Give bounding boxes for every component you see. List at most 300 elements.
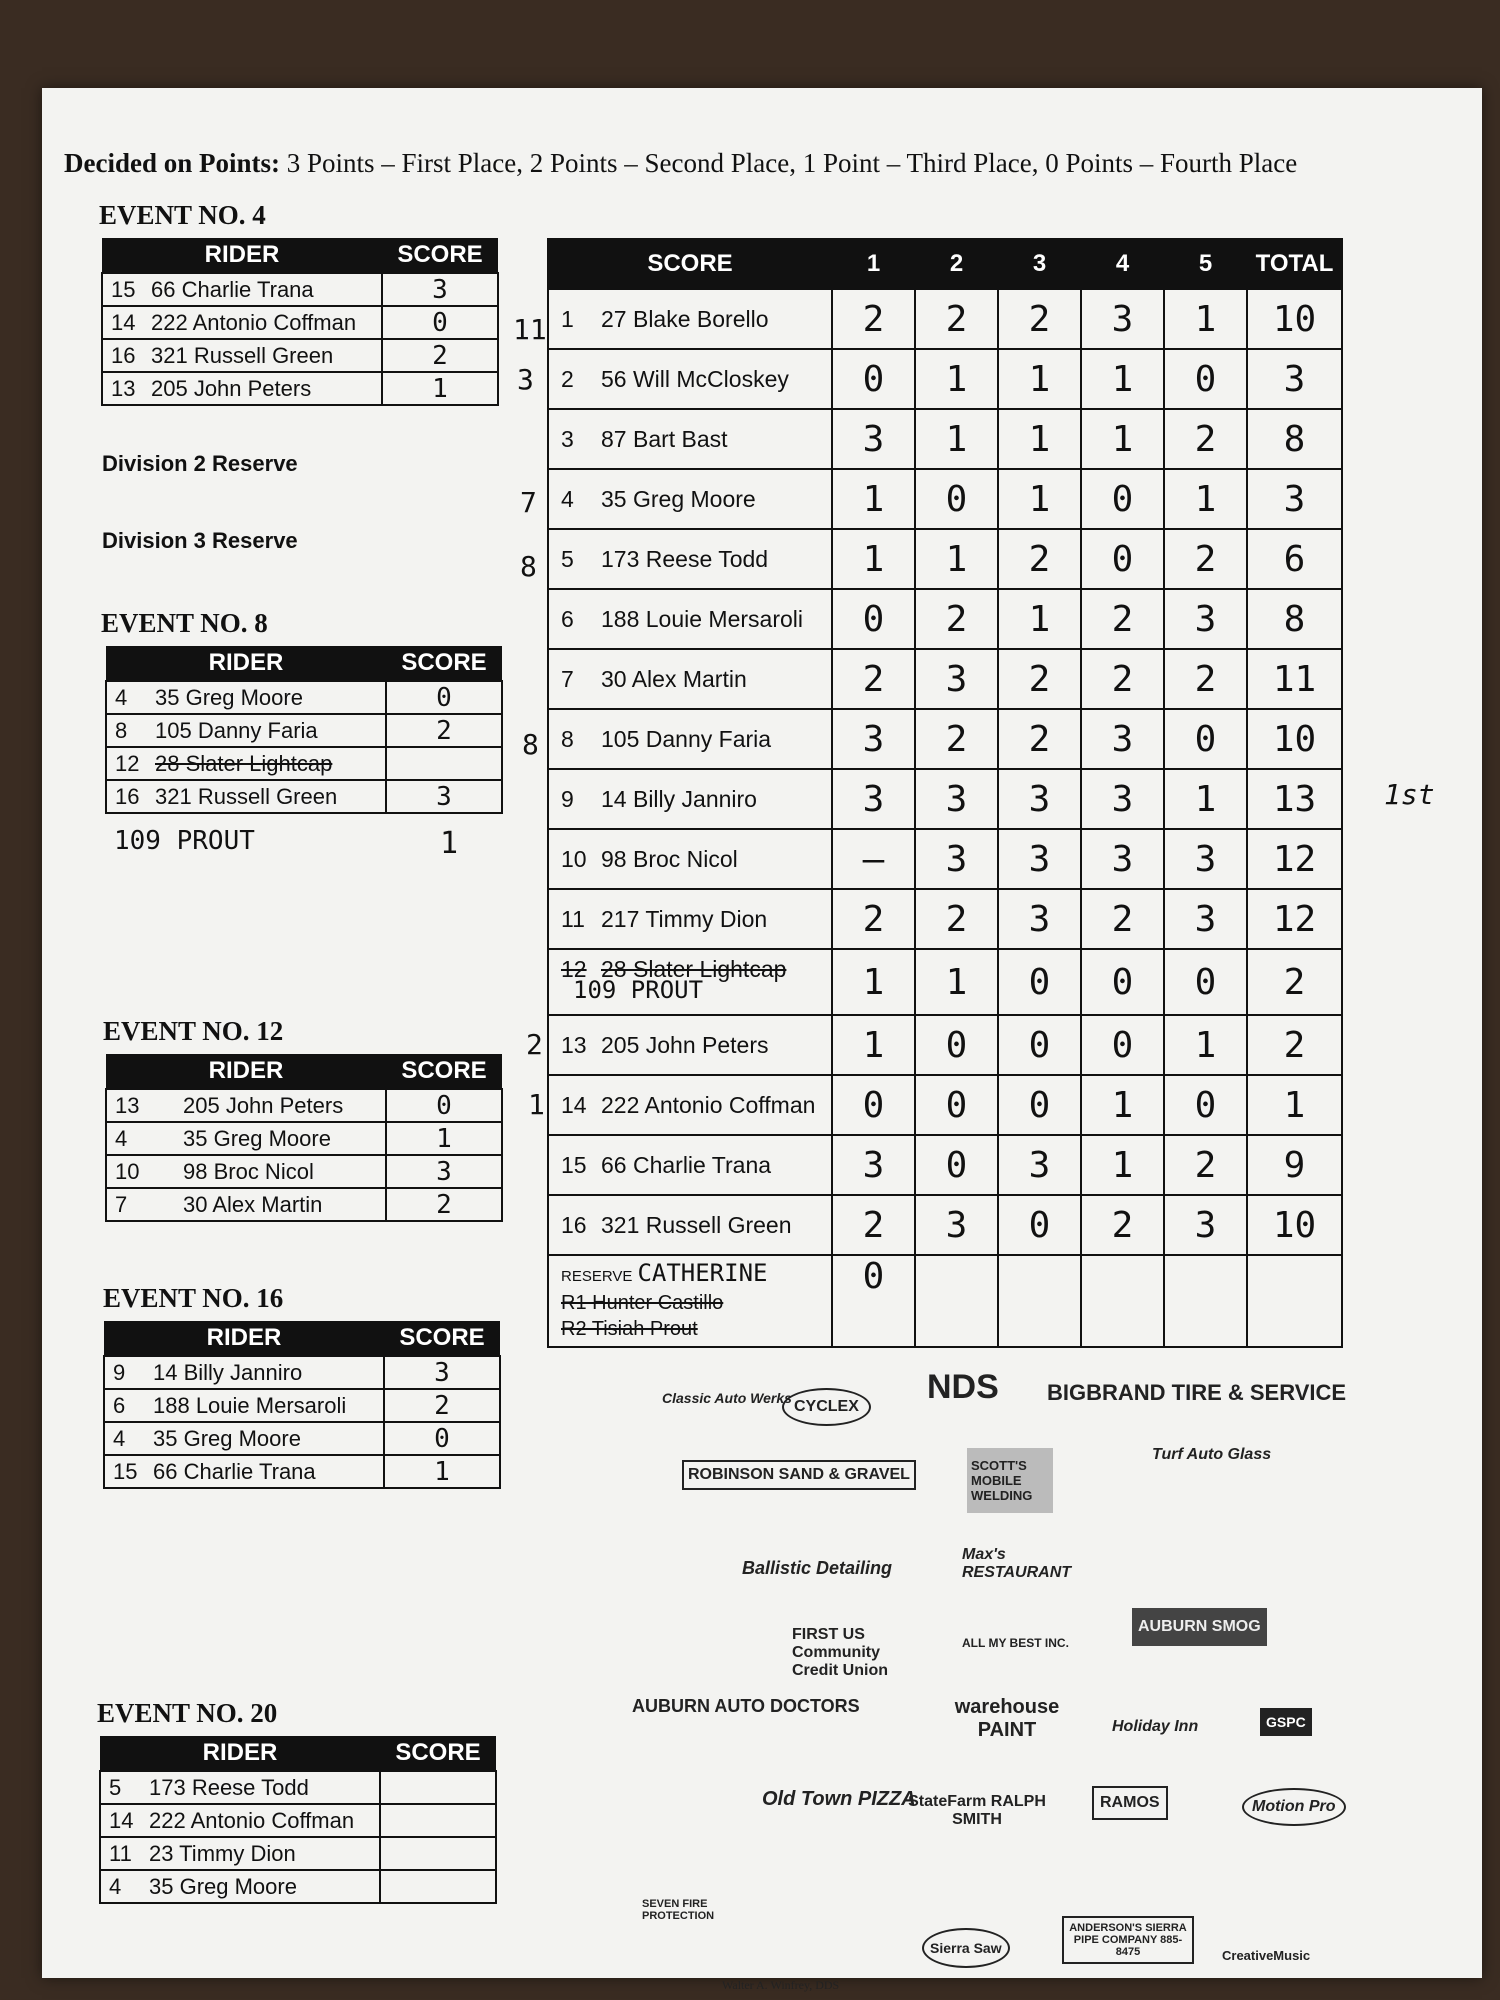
score-cell: 1 xyxy=(382,372,498,405)
rider-name: 188 Louie Mersaroli xyxy=(601,605,804,632)
heat-score: 1 xyxy=(998,349,1081,409)
event16-table xyxy=(103,1321,501,1489)
heat-score: 2 xyxy=(1081,589,1164,649)
total-score: 2 xyxy=(1247,1015,1342,1075)
table-row xyxy=(106,1089,502,1122)
rider-name: 105 Danny Faria xyxy=(601,725,772,752)
division3-reserve: Division 3 Reserve xyxy=(102,528,298,553)
rider-cell xyxy=(548,829,832,889)
heat-score: 1 xyxy=(832,469,915,529)
event20-table xyxy=(99,1736,497,1904)
table-row xyxy=(102,306,498,339)
rider-name: 66 Charlie Trana xyxy=(151,276,314,302)
event8-title: EVENT NO. 8 xyxy=(101,608,268,638)
rider-name: 188 Louie Mersaroli xyxy=(153,1392,347,1418)
total-score: 10 xyxy=(1247,289,1342,349)
heat-score: 2 xyxy=(915,589,998,649)
sponsor-logo: CYCLEX xyxy=(782,1388,871,1426)
rider-header: RIDER xyxy=(106,646,386,681)
rider-cell xyxy=(548,1075,832,1135)
margin-note: 1 xyxy=(528,1088,545,1121)
rider-name: 56 Will McCloskey xyxy=(601,365,789,392)
rider-name: 28 Slater Lightcap xyxy=(155,750,333,776)
heat-score: 3 xyxy=(1164,829,1247,889)
score-cell: 1 xyxy=(384,1455,500,1488)
heat-score: 3 xyxy=(915,829,998,889)
heat-score: 3 xyxy=(832,409,915,469)
event16-title: EVENT NO. 16 xyxy=(103,1283,284,1313)
start-num: 11 xyxy=(109,1840,132,1866)
heat-score: 3 xyxy=(998,829,1081,889)
start-num: 14 xyxy=(111,309,136,335)
total-score: 12 xyxy=(1247,829,1342,889)
rider-header: RIDER xyxy=(102,238,382,273)
table-row xyxy=(548,889,1342,949)
rider-name: 28 Slater Lightcap xyxy=(601,956,787,982)
total-score: 1 xyxy=(1247,1075,1342,1135)
heat-score: 0 xyxy=(915,469,998,529)
heat-score: 0 xyxy=(998,949,1081,1015)
sponsor-logo: AUBURN SMOG xyxy=(1132,1608,1267,1646)
heat-score: 0 xyxy=(1081,1015,1164,1075)
rider-name: 35 Greg Moore xyxy=(601,485,756,512)
heat-score: 2 xyxy=(998,529,1081,589)
table-row xyxy=(548,409,1342,469)
table-row xyxy=(104,1389,500,1422)
header-bold: Decided on Points: xyxy=(64,148,280,178)
rider-cell xyxy=(548,469,832,529)
rider-name: 205 John Peters xyxy=(601,1031,769,1058)
heat-score: 1 xyxy=(832,529,915,589)
heat-score xyxy=(1081,1255,1164,1347)
heat-score: – xyxy=(832,829,915,889)
rider-name: 321 Russell Green xyxy=(601,1211,792,1238)
rider-name: 222 Antonio Coffman xyxy=(151,309,357,335)
score-cell: 0 xyxy=(384,1422,500,1455)
heat-score: 1 xyxy=(915,949,998,1015)
heat-score: 3 xyxy=(1081,769,1164,829)
rider-name: 173 Reese Todd xyxy=(149,1774,309,1800)
header-heat-4: 4 xyxy=(1081,239,1164,289)
rider-name: 66 Charlie Trana xyxy=(153,1458,316,1484)
rider-name: 35 Greg Moore xyxy=(149,1873,297,1899)
rider-name: 321 Russell Green xyxy=(151,342,334,368)
score-cell: 2 xyxy=(386,714,502,747)
margin-note-first: 1st xyxy=(1384,778,1435,811)
heat-score: 3 xyxy=(998,769,1081,829)
sponsor-logo: RAMOS xyxy=(1092,1786,1168,1820)
heat-score: 0 xyxy=(915,1075,998,1135)
heat-score: 2 xyxy=(1164,649,1247,709)
heat-score: 0 xyxy=(1081,949,1164,1015)
header-score: SCORE xyxy=(548,239,832,289)
start-num: 8 xyxy=(561,725,574,752)
heat-score: 3 xyxy=(1081,289,1164,349)
rider-cell xyxy=(548,1195,832,1255)
heat-score: 1 xyxy=(1164,769,1247,829)
reserve-label: RESERVE xyxy=(561,1268,633,1285)
rider-name: 222 Antonio Coffman xyxy=(149,1807,355,1833)
heat-score: 2 xyxy=(832,649,915,709)
heat-score: 3 xyxy=(832,709,915,769)
sponsor-logo: ALL MY BEST INC. xyxy=(962,1636,1069,1650)
table-row xyxy=(106,714,502,747)
table-row xyxy=(106,780,502,813)
start-num: 14 xyxy=(561,1091,587,1118)
total-score: 8 xyxy=(1247,409,1342,469)
header-heat-3: 3 xyxy=(998,239,1081,289)
table-row xyxy=(548,349,1342,409)
table-row xyxy=(548,769,1342,829)
heat-score: 2 xyxy=(998,709,1081,769)
main-score-table xyxy=(547,238,1343,1348)
heat-score: 1 xyxy=(1081,349,1164,409)
start-num: 4 xyxy=(115,684,128,710)
start-num: 15 xyxy=(111,276,136,302)
rider-header: RIDER xyxy=(104,1321,384,1356)
table-row xyxy=(106,1155,502,1188)
sponsor-logo: Old Town PIZZA xyxy=(762,1788,916,1810)
total-score: 6 xyxy=(1247,529,1342,589)
table-row xyxy=(548,529,1342,589)
event12-title: EVENT NO. 12 xyxy=(103,1016,284,1046)
table-row xyxy=(106,1122,502,1155)
start-num: 3 xyxy=(561,425,574,452)
rider-name: 222 Antonio Coffman xyxy=(601,1091,816,1118)
heat-score: 1 xyxy=(832,949,915,1015)
score-header: SCORE xyxy=(382,238,498,273)
header-total: TOTAL xyxy=(1247,239,1342,289)
table-row xyxy=(548,949,1342,1015)
heat-score: 1 xyxy=(1081,409,1164,469)
heat-score: 2 xyxy=(915,889,998,949)
score-cell: 2 xyxy=(386,1188,502,1221)
start-num: 6 xyxy=(113,1392,126,1418)
heat-score: 0 xyxy=(998,1075,1081,1135)
points-header xyxy=(64,148,1297,179)
sponsor-logo: BIGBRAND TIRE & SERVICE xyxy=(1047,1380,1347,1405)
start-num: 5 xyxy=(561,545,574,572)
table-row xyxy=(548,709,1342,769)
start-num: 13 xyxy=(111,375,136,401)
heat-score: 0 xyxy=(998,1195,1081,1255)
heat-score: 1 xyxy=(1164,289,1247,349)
margin-note: 7 xyxy=(520,486,537,519)
start-num: 4 xyxy=(561,485,574,512)
heat-score: 3 xyxy=(1081,829,1164,889)
rider-name: 27 Blake Borello xyxy=(601,305,769,332)
table-row xyxy=(104,1356,500,1389)
start-num: 13 xyxy=(115,1092,140,1118)
score-cell xyxy=(380,1771,496,1804)
start-num: 12 xyxy=(561,956,587,982)
handwritten-reserve: CATHERINE xyxy=(637,1259,768,1287)
table-row xyxy=(102,372,498,405)
start-num: 10 xyxy=(115,1158,140,1184)
start-num: 10 xyxy=(561,845,587,872)
start-num: 16 xyxy=(115,783,140,809)
total-score: 11 xyxy=(1247,649,1342,709)
table-row xyxy=(548,469,1342,529)
start-num: 11 xyxy=(561,905,585,932)
heat-score: 3 xyxy=(998,1135,1081,1195)
rider-cell xyxy=(548,709,832,769)
heat-score: 2 xyxy=(915,709,998,769)
rider-header: RIDER xyxy=(106,1054,386,1089)
sponsor-logo: ROBINSON SAND & GRAVEL xyxy=(682,1460,916,1490)
event4-table xyxy=(101,238,499,406)
start-num: 13 xyxy=(561,1031,587,1058)
rider-name: 205 John Peters xyxy=(151,375,312,401)
margin-note: 2 xyxy=(526,1028,543,1061)
sponsor-logo: Walter A. Winfrey, DDS xyxy=(722,1978,840,1992)
sponsor-logo: GSPC xyxy=(1260,1708,1312,1736)
header-heat-1: 1 xyxy=(832,239,915,289)
heat-score: 1 xyxy=(998,409,1081,469)
heat-score: 0 xyxy=(832,349,915,409)
start-num: 14 xyxy=(109,1807,134,1833)
table-row xyxy=(104,1422,500,1455)
score-cell: 3 xyxy=(384,1356,500,1389)
heat-score: 0 xyxy=(1164,349,1247,409)
sponsor-logo: Ballistic Detailing xyxy=(742,1558,893,1578)
rider-name: 205 John Peters xyxy=(183,1092,344,1118)
table-row xyxy=(100,1804,496,1837)
heat-score: 0 xyxy=(832,1255,915,1347)
sponsor-logo: CreativeMusic xyxy=(1222,1948,1311,1963)
heat-score: 3 xyxy=(915,769,998,829)
heat-score: 3 xyxy=(1164,1195,1247,1255)
reserve-cell xyxy=(548,1255,832,1347)
heat-score: 0 xyxy=(832,589,915,649)
heat-score: 1 xyxy=(915,349,998,409)
rider-cell xyxy=(548,649,832,709)
heat-score: 0 xyxy=(1164,949,1247,1015)
heat-score: 0 xyxy=(832,1075,915,1135)
heat-score: 2 xyxy=(832,889,915,949)
table-row xyxy=(548,1075,1342,1135)
score-cell: 2 xyxy=(382,339,498,372)
sponsor-logo: SCOTT'S MOBILE WELDING xyxy=(967,1448,1053,1513)
rider-name: 217 Timmy Dion xyxy=(601,905,768,932)
score-cell xyxy=(380,1837,496,1870)
heat-score: 1 xyxy=(915,409,998,469)
sponsor-logo: SEVEN FIRE PROTECTION xyxy=(642,1898,715,1922)
reserve-r1: R1 Hunter Castillo xyxy=(561,1292,724,1314)
rider-name: 14 Billy Janniro xyxy=(153,1359,303,1385)
heat-score: 2 xyxy=(998,289,1081,349)
rider-name: 98 Broc Nicol xyxy=(601,845,738,872)
handwritten-replacement: 109 PROUT xyxy=(573,976,704,1004)
sponsor-logo: Holiday Inn xyxy=(1112,1718,1199,1735)
sponsor-logo: Classic Auto Werks xyxy=(662,1390,792,1406)
table-row xyxy=(100,1771,496,1804)
total-score: 3 xyxy=(1247,349,1342,409)
start-num: 5 xyxy=(109,1774,122,1800)
heat-score: 2 xyxy=(998,649,1081,709)
sponsor-logo: Max's RESTAURANT xyxy=(962,1546,1072,1581)
rider-name: 321 Russell Green xyxy=(155,783,338,809)
heat-score: 3 xyxy=(1164,589,1247,649)
rider-cell xyxy=(548,889,832,949)
score-cell: 3 xyxy=(386,780,502,813)
heat-score: 0 xyxy=(915,1135,998,1195)
score-cell: 3 xyxy=(382,273,498,306)
reserve-r2: R2 Tisiah Prout xyxy=(561,1318,698,1340)
start-num: 2 xyxy=(561,365,574,392)
table-row xyxy=(104,1455,500,1488)
sponsor-logo: Sierra Saw xyxy=(922,1928,1010,1968)
heat-score: 0 xyxy=(1164,1075,1247,1135)
rider-cell xyxy=(548,1015,832,1075)
margin-note: 8 xyxy=(520,550,537,583)
heat-score xyxy=(1164,1255,1247,1347)
heat-score: 2 xyxy=(1164,529,1247,589)
table-row xyxy=(548,1195,1342,1255)
rider-header: RIDER xyxy=(100,1736,380,1771)
heat-score: 0 xyxy=(998,1015,1081,1075)
sponsor-logo: StateFarm RALPH SMITH xyxy=(908,1793,1046,1828)
heat-score: 0 xyxy=(1081,469,1164,529)
score-cell: 0 xyxy=(382,306,498,339)
score-header: SCORE xyxy=(386,1054,502,1089)
rider-cell xyxy=(548,1135,832,1195)
rider-cell xyxy=(548,529,832,589)
heat-score: 2 xyxy=(915,289,998,349)
table-row xyxy=(548,649,1342,709)
heat-score: 0 xyxy=(1081,529,1164,589)
heat-score: 0 xyxy=(915,1015,998,1075)
total-score xyxy=(1247,1255,1342,1347)
header-text: 3 Points – First Place, 2 Points – Second Place, 1 Point – Third Place, 0 Points – Fourth Place xyxy=(280,148,1298,178)
score-cell: 3 xyxy=(386,1155,502,1188)
total-score: 13 xyxy=(1247,769,1342,829)
event12-table xyxy=(105,1054,503,1222)
rider-name: 66 Charlie Trana xyxy=(601,1151,772,1178)
start-num: 4 xyxy=(109,1873,122,1899)
event20-title: EVENT NO. 20 xyxy=(97,1698,278,1728)
rider-cell xyxy=(548,289,832,349)
score-header: SCORE xyxy=(384,1321,500,1356)
start-num: 4 xyxy=(113,1425,126,1451)
start-num: 6 xyxy=(561,605,574,632)
heat-score: 3 xyxy=(998,889,1081,949)
score-header: SCORE xyxy=(386,646,502,681)
start-num: 12 xyxy=(115,750,140,776)
start-num: 15 xyxy=(561,1151,587,1178)
program-page xyxy=(42,88,1482,1992)
table-row xyxy=(100,1837,496,1870)
total-score: 8 xyxy=(1247,589,1342,649)
table-row xyxy=(106,1188,502,1221)
sponsor-logo: NDS xyxy=(927,1368,999,1406)
total-score: 9 xyxy=(1247,1135,1342,1195)
heat-score: 1 xyxy=(1081,1135,1164,1195)
heat-score: 3 xyxy=(1164,889,1247,949)
table-row xyxy=(106,747,502,780)
rider-cell xyxy=(548,409,832,469)
start-num: 9 xyxy=(113,1359,126,1385)
rider-name: 87 Bart Bast xyxy=(601,425,728,452)
table-row xyxy=(548,829,1342,889)
start-num: 7 xyxy=(115,1191,128,1217)
division2-reserve: Division 2 Reserve xyxy=(102,451,298,476)
margin-note: 3 xyxy=(517,363,534,396)
heat-score: 2 xyxy=(1081,1195,1164,1255)
table-row xyxy=(548,1015,1342,1075)
start-num: 4 xyxy=(115,1125,128,1151)
table-row xyxy=(548,1135,1342,1195)
sponsor-logo: AUBURN AUTO DOCTORS xyxy=(632,1696,860,1716)
total-score: 3 xyxy=(1247,469,1342,529)
heat-score: 3 xyxy=(915,649,998,709)
event8-table xyxy=(105,646,503,814)
score-header: SCORE xyxy=(380,1736,496,1771)
score-cell: 2 xyxy=(384,1389,500,1422)
rider-cell xyxy=(548,949,832,1015)
sponsor-logo: ANDERSON'S SIERRA PIPE COMPANY 885-8475 xyxy=(1062,1916,1194,1964)
score-cell xyxy=(380,1870,496,1903)
rider-cell xyxy=(548,349,832,409)
start-num: 16 xyxy=(111,342,136,368)
heat-score: 2 xyxy=(1081,889,1164,949)
heat-score: 1 xyxy=(1164,1015,1247,1075)
heat-score: 2 xyxy=(1081,649,1164,709)
table-row xyxy=(102,273,498,306)
rider-name: 173 Reese Todd xyxy=(601,545,769,572)
rider-name: 105 Danny Faria xyxy=(155,717,318,743)
start-num: 9 xyxy=(561,785,574,812)
heat-score xyxy=(998,1255,1081,1347)
heat-score: 2 xyxy=(1164,1135,1247,1195)
sponsor-logo: warehouse PAINT xyxy=(954,1696,1060,1741)
score-cell xyxy=(386,747,502,780)
rider-name: 23 Timmy Dion xyxy=(149,1840,296,1866)
sponsor-logos xyxy=(622,1368,1422,1992)
table-row xyxy=(100,1870,496,1903)
rider-name: 30 Alex Martin xyxy=(601,665,747,692)
heat-score: 1 xyxy=(998,469,1081,529)
handwritten-score: 1 xyxy=(440,826,459,861)
sponsor-logo: Turf Auto Glass xyxy=(1152,1446,1272,1463)
heat-score: 1 xyxy=(915,529,998,589)
event4-title: EVENT NO. 4 xyxy=(99,200,266,230)
heat-score: 2 xyxy=(832,289,915,349)
header-heat-2: 2 xyxy=(915,239,998,289)
rider-name: 14 Billy Janniro xyxy=(601,785,757,812)
score-cell: 0 xyxy=(386,1089,502,1122)
heat-score: 2 xyxy=(832,1195,915,1255)
total-score: 12 xyxy=(1247,889,1342,949)
margin-note: 11 xyxy=(513,313,547,346)
margin-note: 8 xyxy=(522,728,539,761)
rider-name: 98 Broc Nicol xyxy=(183,1158,314,1184)
heat-score xyxy=(915,1255,998,1347)
start-num: 1 xyxy=(561,305,574,332)
heat-score: 1 xyxy=(1081,1075,1164,1135)
score-cell xyxy=(380,1804,496,1837)
score-cell: 1 xyxy=(386,1122,502,1155)
heat-score: 3 xyxy=(915,1195,998,1255)
score-cell: 0 xyxy=(386,681,502,714)
rider-name: 30 Alex Martin xyxy=(183,1191,323,1217)
heat-score: 3 xyxy=(832,1135,915,1195)
start-num: 8 xyxy=(115,717,128,743)
reserve-row xyxy=(548,1255,1342,1347)
rider-name: 35 Greg Moore xyxy=(155,684,303,710)
total-score: 10 xyxy=(1247,709,1342,769)
rider-name: 35 Greg Moore xyxy=(153,1425,301,1451)
